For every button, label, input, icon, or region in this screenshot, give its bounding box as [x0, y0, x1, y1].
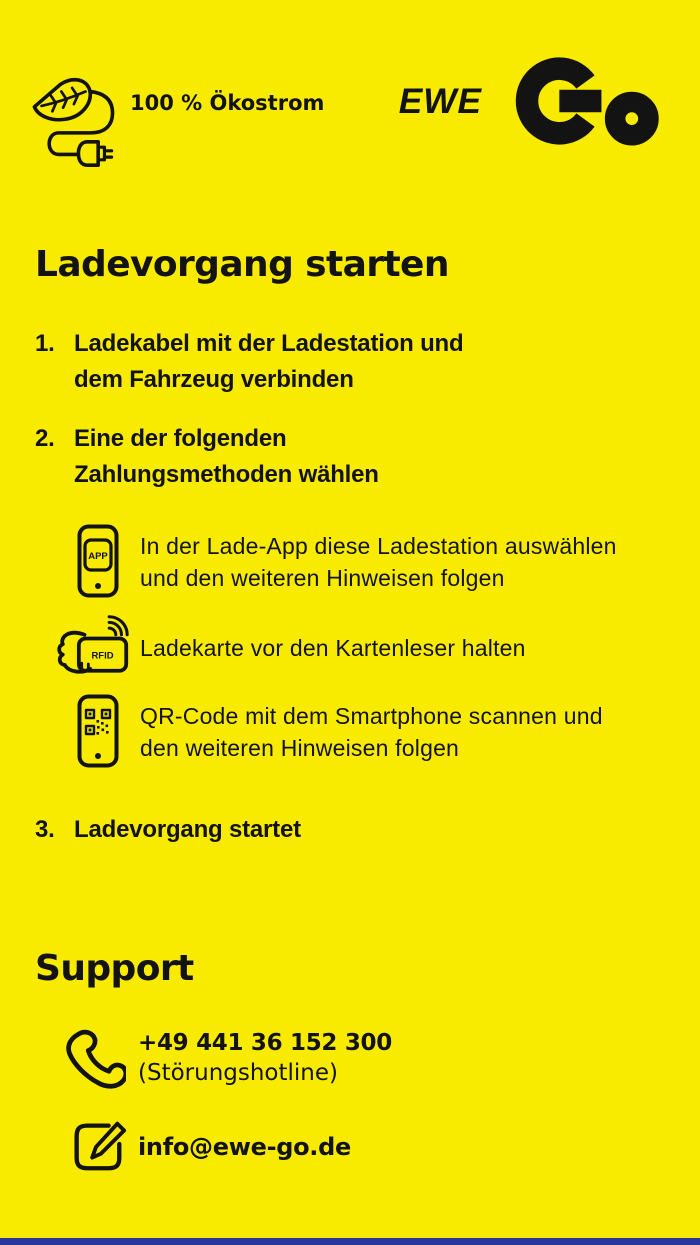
step-1-number: 1.	[35, 330, 55, 357]
compose-email-icon	[66, 1114, 128, 1176]
step-2	[35, 421, 379, 493]
step-3-text: Ladevorgang startet	[74, 816, 301, 843]
payment-qr-text: QR-Code mit dem Smartphone scannen und den weiteren Hinweisen folgen	[140, 703, 603, 761]
step-1-text: Ladekabel mit der Ladestation und dem Fahrzeug verbinden	[74, 330, 464, 393]
app-badge: APP	[88, 551, 108, 562]
support-phone-label: (Störungshotline)	[138, 1060, 339, 1086]
step-2-number: 2.	[35, 425, 55, 452]
step-3-number: 3.	[35, 816, 55, 843]
eco-label: 100 % Ökostrom	[130, 91, 325, 115]
ewe-go-logo-svg	[394, 54, 662, 148]
support-phone	[138, 1028, 392, 1088]
step-1	[35, 326, 463, 398]
app-phone-icon	[77, 524, 119, 598]
eco-leaf-plug-icon	[28, 52, 118, 167]
charging-title: Ladevorgang starten	[35, 244, 449, 285]
step-3	[35, 812, 301, 848]
phone-handset-icon	[60, 1026, 126, 1092]
support-title: Support	[35, 948, 194, 989]
payment-app-text: In der Lade-App diese Ladestation auswählen und den weiteren Hinweisen folgen	[140, 533, 617, 591]
rfid-card-icon	[56, 612, 132, 684]
support-email: info@ewe-go.de	[138, 1133, 351, 1161]
support-phone-number: +49 441 36 152 300	[138, 1030, 392, 1056]
logo-ewe-text: EWE	[398, 81, 482, 121]
qr-phone-icon	[77, 694, 119, 768]
rfid-badge: RFID	[91, 650, 114, 662]
footer-accent-bar	[0, 1238, 700, 1245]
ewe-go-logo	[394, 54, 662, 148]
payment-rfid-text: Ladekarte vor den Kartenleser halten	[140, 635, 526, 661]
step-2-text: Eine der folgenden Zahlungsmethoden wählen	[74, 425, 379, 488]
